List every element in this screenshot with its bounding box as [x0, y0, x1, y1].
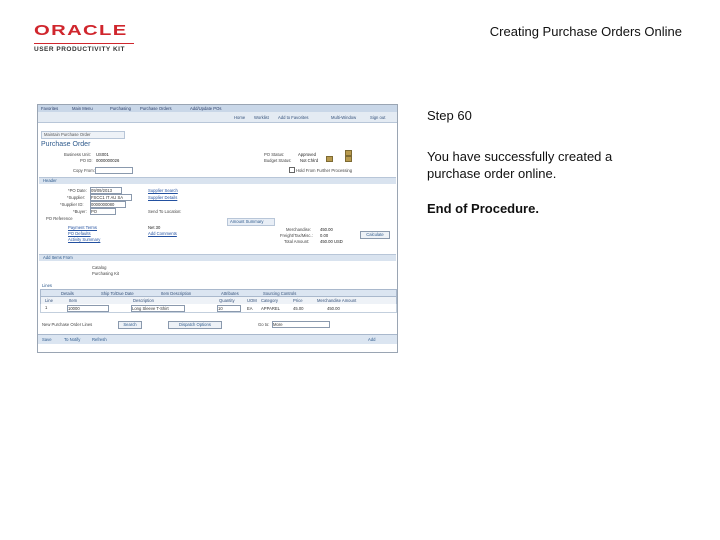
breadcrumb[interactable]: Maintain Purchase Order: [41, 131, 125, 139]
purchasing-kit-label[interactable]: Purchasing Kit: [92, 271, 119, 276]
row-amount: 450.00: [327, 306, 340, 311]
go-to-value: More: [273, 322, 283, 327]
total-label: Total Amount:: [284, 239, 310, 244]
menu-main-menu[interactable]: Main Menu: [72, 106, 93, 111]
oracle-upk-logo: [34, 22, 152, 53]
notify-button[interactable]: To Notify: [64, 337, 81, 342]
save-button[interactable]: Save: [42, 337, 52, 342]
supplier-input[interactable]: [90, 194, 132, 201]
copy-from-select[interactable]: [95, 167, 133, 174]
grid-tab-item-description[interactable]: Item Description: [161, 291, 192, 296]
nav-home[interactable]: Home: [234, 115, 246, 120]
po-date-label: *PO Date:: [68, 188, 87, 193]
logo-product: USER PRODUCTIVITY KIT: [34, 46, 125, 53]
col-item: Item: [69, 298, 78, 303]
row-price: 45.00: [293, 306, 304, 311]
freight-label: Freight/Tax/Misc.:: [280, 233, 313, 238]
logo-rule: [34, 43, 134, 44]
row-line: 1: [45, 305, 48, 310]
nav-add-favorites[interactable]: Add to Favorites: [278, 115, 309, 120]
grid-tab-attributes[interactable]: Attributes: [221, 291, 239, 296]
po-comments-link[interactable]: Add Comments: [148, 231, 177, 236]
step-number: Step 60: [427, 108, 472, 123]
add-button[interactable]: Add: [368, 337, 376, 342]
search-button[interactable]: Search: [118, 321, 142, 329]
buyer-label: *Buyer:: [73, 209, 87, 214]
col-description: Description: [133, 298, 154, 303]
row-quantity: 10: [218, 306, 223, 311]
merchandise-value: 450.00: [320, 227, 333, 232]
po-date-input[interactable]: [90, 187, 122, 194]
header-section-band[interactable]: [39, 177, 396, 184]
purchase-order-screenshot: [37, 104, 398, 353]
nav-sign-out[interactable]: Sign out: [370, 115, 386, 120]
freight-value: 0.00: [320, 233, 329, 238]
supplier-id-input[interactable]: [90, 201, 126, 208]
bottom-toolbar: [38, 334, 397, 344]
business-unit-label: Business Unit:: [64, 152, 91, 157]
grid-tab-ship-to[interactable]: Ship To/Due Date: [101, 291, 134, 296]
end-of-procedure: End of Procedure.: [427, 201, 539, 216]
go-to-label: Go to:: [258, 322, 270, 327]
po-id-value: 0000000026: [96, 158, 120, 163]
row-item: 10000: [68, 306, 80, 311]
document-title: Creating Purchase Orders Online: [489, 24, 682, 39]
row-item-input[interactable]: [67, 305, 109, 312]
col-category: Category: [261, 298, 278, 303]
supplier-details-link[interactable]: Supplier Details: [148, 195, 178, 200]
row-description-input[interactable]: [131, 305, 185, 312]
business-unit-value: US001: [96, 152, 109, 157]
payment-terms-link[interactable]: Payment Terms: [68, 225, 98, 230]
add-items-band[interactable]: [39, 254, 396, 261]
buyer-input[interactable]: [90, 208, 116, 215]
po-status-label: PO Status:: [264, 152, 285, 157]
total-value: 450.00 USD: [320, 239, 343, 244]
supplier-value: FSCC1 IT AU SA: [91, 195, 124, 200]
refresh-button[interactable]: Refresh: [92, 337, 107, 342]
menu-purchase-orders[interactable]: Purchase Orders: [140, 106, 172, 111]
po-defaults-link[interactable]: PO Defaults: [68, 231, 91, 236]
merchandise-label: Merchandise:: [286, 227, 312, 232]
po-date-value: 09/09/2013: [91, 188, 112, 193]
budget-check-icon[interactable]: [326, 156, 333, 162]
row-uom: EA: [247, 306, 253, 311]
app-navlinks: [38, 112, 397, 123]
grid-tab-sourcing[interactable]: Sourcing Controls: [263, 291, 297, 296]
add-items-title: Add Items From: [43, 255, 73, 260]
nav-worklist[interactable]: Worklist: [254, 115, 269, 120]
buyer-value: PO: [91, 209, 98, 214]
supplier-search-link[interactable]: Supplier Search: [148, 188, 178, 193]
budget-details-icon[interactable]: [345, 156, 352, 162]
page-title: Purchase Order: [41, 141, 91, 148]
col-price: Price: [293, 298, 303, 303]
col-uom: UOM: [247, 298, 257, 303]
col-merchandise-amount: Merchandise Amount: [317, 298, 357, 303]
go-to-select[interactable]: [272, 321, 330, 328]
budget-status-label: Budget Status:: [264, 158, 292, 163]
logo-brand: ORACLE: [34, 22, 128, 39]
dispatch-options-button[interactable]: Dispatch Options: [168, 321, 222, 329]
po-status-value: Approved: [298, 152, 316, 157]
supplier-id-label: *Supplier ID:: [60, 202, 84, 207]
amount-summary-header[interactable]: Amount Summary: [227, 218, 275, 226]
send-to-label: Send To Location:: [148, 209, 182, 214]
col-quantity: Quantity: [219, 298, 235, 303]
step-message: You have successfully created a purchase order online.: [427, 149, 613, 181]
calculate-button[interactable]: Calculate: [360, 231, 390, 239]
row-category: APPAREL: [261, 306, 281, 311]
hold-checkbox[interactable]: [289, 167, 295, 173]
grid-tab-details[interactable]: Details: [61, 291, 74, 296]
payment-terms-value: Net 30: [148, 225, 161, 230]
menu-favorites[interactable]: Favorites: [41, 106, 59, 111]
activity-summary-link[interactable]: Activity Summary: [68, 237, 101, 242]
menu-add-update-pos[interactable]: Add/Update POs: [190, 106, 222, 111]
row-quantity-input[interactable]: [217, 305, 241, 312]
nav-multi-window[interactable]: Multi-Window: [331, 115, 357, 120]
table-row[interactable]: [40, 304, 397, 313]
catalog-label[interactable]: Catalog: [92, 265, 107, 270]
col-line: Line: [45, 298, 53, 303]
supplier-id-value: 0000000080: [91, 202, 115, 207]
header-section-title: Header: [43, 178, 57, 183]
supplier-label: *Supplier:: [67, 195, 86, 200]
po-reference-label: PO Reference: [46, 216, 73, 221]
app-menubar: [38, 105, 397, 112]
lines-title: Lines: [42, 283, 53, 288]
hold-label: Hold From Further Processing: [296, 168, 353, 173]
copy-from-label: Copy From:: [73, 168, 95, 173]
row-description: Long Sleeve T-Shirt: [132, 306, 169, 311]
new-lines-label: New Purchase Order Lines: [42, 322, 93, 327]
menu-purchasing[interactable]: Purchasing: [110, 106, 131, 111]
po-id-label: PO ID:: [80, 158, 93, 163]
budget-status-value: Not Chk'd: [300, 158, 319, 163]
